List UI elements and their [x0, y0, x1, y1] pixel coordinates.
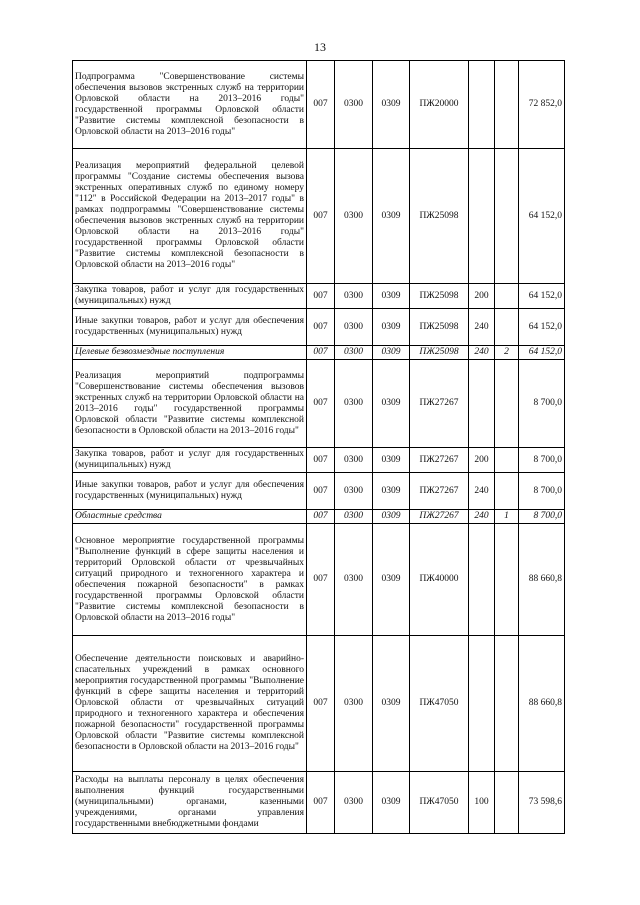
subsection-code-cell: 0309 — [373, 473, 410, 510]
target-article-cell: ПЖ47050 — [410, 636, 469, 772]
funding-source-cell — [495, 149, 519, 284]
row-name-cell: Расходы на выплаты персоналу в целях обеспечения выполнения функций государственными (муниципальными) органами, казенными учреждениями, органами управления государственными внебюджетными фондами — [73, 772, 307, 834]
subsection-code-cell: 0309 — [373, 149, 410, 284]
target-article-cell: ПЖ20000 — [410, 61, 469, 149]
target-article-cell: ПЖ27267 — [410, 448, 469, 473]
subsection-code-cell: 0309 — [373, 772, 410, 834]
section-code-cell: 0300 — [335, 309, 373, 346]
subsection-code-cell: 0309 — [373, 524, 410, 636]
amount-cell: 64 152,0 — [519, 284, 565, 309]
row-name-cell: Реализация мероприятий подпрограммы "Совершенствование системы обеспечения вызовов экстренных служб на территории Орловской области на 2013–2016 годы" государственной программы Орловской области "Развитие системы комплексной безопасности в Орловской области на 2013–2016 годы" — [73, 360, 307, 448]
subsection-code-cell: 0309 — [373, 510, 410, 524]
funding-source-cell — [495, 772, 519, 834]
section-code-cell: 0300 — [335, 772, 373, 834]
target-article-cell: ПЖ25098 — [410, 346, 469, 360]
amount-cell: 8 700,0 — [519, 473, 565, 510]
budget-table — [72, 60, 565, 834]
table-row — [73, 309, 565, 346]
table-row — [73, 448, 565, 473]
subsection-code-cell: 0309 — [373, 309, 410, 346]
target-article-cell: ПЖ47050 — [410, 772, 469, 834]
funding-source-cell — [495, 61, 519, 149]
section-code-cell: 0300 — [335, 448, 373, 473]
grbs-code-cell: 007 — [307, 772, 335, 834]
expense-type-cell — [469, 61, 495, 149]
funding-source-cell: 1 — [495, 510, 519, 524]
subsection-code-cell: 0309 — [373, 346, 410, 360]
funding-source-cell — [495, 284, 519, 309]
table-row — [73, 360, 565, 448]
target-article-cell: ПЖ27267 — [410, 473, 469, 510]
section-code-cell: 0300 — [335, 284, 373, 309]
grbs-code-cell: 007 — [307, 309, 335, 346]
row-name-cell: Обеспечение деятельности поисковых и аварийно-спасательных учреждений в рамках основного мероприятия государственной программы "Выполнение функций в сфере защиты населения и территорий Орловской области от чрезвычайных ситуаций природного и техногенного характера и обеспечения пожарной безопасности" государственной программы Орловской области "Развитие системы комплексной безопасности в Орловской области на 2013–2016 годы" — [73, 636, 307, 772]
subsection-code-cell: 0309 — [373, 448, 410, 473]
amount-cell: 8 700,0 — [519, 510, 565, 524]
target-article-cell: ПЖ27267 — [410, 360, 469, 448]
expense-type-cell: 200 — [469, 284, 495, 309]
expense-type-cell: 200 — [469, 448, 495, 473]
section-code-cell: 0300 — [335, 149, 373, 284]
grbs-code-cell: 007 — [307, 636, 335, 772]
expense-type-cell — [469, 524, 495, 636]
funding-source-cell — [495, 473, 519, 510]
expense-type-cell: 240 — [469, 346, 495, 360]
expense-type-cell: 100 — [469, 772, 495, 834]
expense-type-cell: 240 — [469, 309, 495, 346]
expense-type-cell: 240 — [469, 473, 495, 510]
grbs-code-cell: 007 — [307, 149, 335, 284]
grbs-code-cell: 007 — [307, 448, 335, 473]
row-name-cell: Областные средства — [73, 510, 307, 524]
target-article-cell: ПЖ25098 — [410, 149, 469, 284]
amount-cell: 8 700,0 — [519, 360, 565, 448]
expense-type-cell — [469, 636, 495, 772]
funding-source-cell — [495, 360, 519, 448]
table-row — [73, 346, 565, 360]
row-name-cell: Иные закупки товаров, работ и услуг для обеспечения государственных (муниципальных) нужд — [73, 473, 307, 510]
table-row — [73, 636, 565, 772]
section-code-cell: 0300 — [335, 473, 373, 510]
funding-source-cell — [495, 636, 519, 772]
expense-type-cell — [469, 360, 495, 448]
section-code-cell: 0300 — [335, 360, 373, 448]
grbs-code-cell: 007 — [307, 360, 335, 448]
target-article-cell: ПЖ40000 — [410, 524, 469, 636]
section-code-cell: 0300 — [335, 524, 373, 636]
row-name-cell: Закупка товаров, работ и услуг для государственных (муниципальных) нужд — [73, 284, 307, 309]
target-article-cell: ПЖ27267 — [410, 510, 469, 524]
page-number: 13 — [314, 40, 326, 54]
section-code-cell: 0300 — [335, 510, 373, 524]
grbs-code-cell: 007 — [307, 61, 335, 149]
row-name-cell: Целевые безвозмездные поступления — [73, 346, 307, 360]
amount-cell: 88 660,8 — [519, 636, 565, 772]
table-row — [73, 524, 565, 636]
subsection-code-cell: 0309 — [373, 636, 410, 772]
amount-cell: 8 700,0 — [519, 448, 565, 473]
amount-cell: 72 852,0 — [519, 61, 565, 149]
grbs-code-cell: 007 — [307, 510, 335, 524]
subsection-code-cell: 0309 — [373, 61, 410, 149]
target-article-cell: ПЖ25098 — [410, 309, 469, 346]
table-row — [73, 149, 565, 284]
table-body — [73, 61, 565, 834]
table-row — [73, 772, 565, 834]
row-name-cell: Закупка товаров, работ и услуг для государственных (муниципальных) нужд — [73, 448, 307, 473]
funding-source-cell: 2 — [495, 346, 519, 360]
amount-cell: 64 152,0 — [519, 309, 565, 346]
row-name-cell: Подпрограмма "Совершенствование системы обеспечения вызовов экстренных служб на территории Орловской области на 2013–2016 годы" государственной программы Орловской области "Развитие системы комплексной безопасности в Орловской области на 2013–2016 годы" — [73, 61, 307, 149]
section-code-cell: 0300 — [335, 61, 373, 149]
amount-cell: 73 598,6 — [519, 772, 565, 834]
section-code-cell: 0300 — [335, 346, 373, 360]
grbs-code-cell: 007 — [307, 524, 335, 636]
amount-cell: 64 152,0 — [519, 346, 565, 360]
expense-type-cell: 240 — [469, 510, 495, 524]
row-name-cell: Реализация мероприятий федеральной целевой программы "Создание системы обеспечения вызова экстренных оперативных служб по единому номеру "112" в Российской Федерации на 2013–2017 годы" в рамках подпрограммы "Совершенствование системы обеспечения вызовов экстренных служб на территории Орловской области на 2013–2016 годы" государственной программы Орловской области "Развитие системы комплексной безопасности в Орловской области на 2013–2016 годы" — [73, 149, 307, 284]
subsection-code-cell: 0309 — [373, 284, 410, 309]
table-row — [73, 284, 565, 309]
section-code-cell: 0300 — [335, 636, 373, 772]
target-article-cell: ПЖ25098 — [410, 284, 469, 309]
amount-cell: 64 152,0 — [519, 149, 565, 284]
table-row — [73, 510, 565, 524]
grbs-code-cell: 007 — [307, 473, 335, 510]
grbs-code-cell: 007 — [307, 284, 335, 309]
funding-source-cell — [495, 524, 519, 636]
row-name-cell: Основное мероприятие государственной программы "Выполнение функций в сфере защиты населения и территорий Орловской области от чрезвычайных ситуаций природного и техногенного характера и обеспечения пожарной безопасности" в рамках государственной программы Орловской области "Развитие системы комплексной безопасности в Орловской области на 2013–2016 годы" — [73, 524, 307, 636]
funding-source-cell — [495, 309, 519, 346]
expense-type-cell — [469, 149, 495, 284]
subsection-code-cell: 0309 — [373, 360, 410, 448]
row-name-cell: Иные закупки товаров, работ и услуг для обеспечения государственных (муниципальных) нужд — [73, 309, 307, 346]
amount-cell: 88 660,8 — [519, 524, 565, 636]
table-row — [73, 473, 565, 510]
funding-source-cell — [495, 448, 519, 473]
grbs-code-cell: 007 — [307, 346, 335, 360]
table-row — [73, 61, 565, 149]
